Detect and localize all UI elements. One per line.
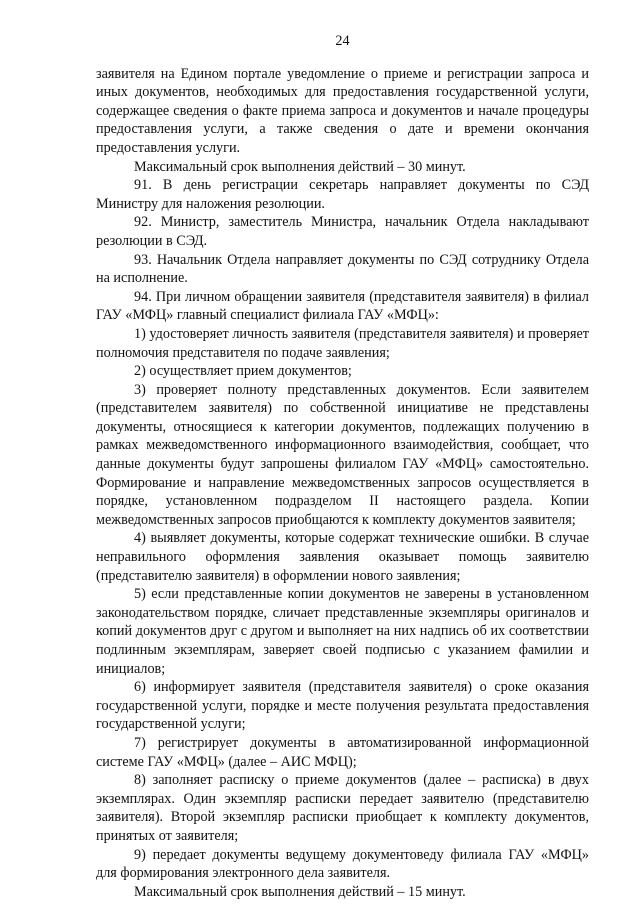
paragraph: 2) осуществляет прием документов; [134, 363, 352, 380]
paragraph: 9) передает документы ведущему документоведу филиала ГАУ «МФЦ» для формирования электронного дела заявителя. [96, 846, 589, 882]
paragraph: 6) информирует заявителя (представителя заявителя) о сроке оказания государственной услуги, порядке и месте получения результата предоставления государственной услуги; [96, 679, 589, 733]
paragraph: 7) регистрирует документы в автоматизированной информационной системе ГАУ «МФЦ» (далее – АИС МФЦ); [96, 734, 589, 770]
document-page [96, 32, 589, 901]
page-number: 24 [335, 33, 350, 49]
paragraph: 1) удостоверяет личность заявителя (представителя заявителя) и проверяет полномочия представителя по подаче заявления; [96, 325, 589, 361]
paragraph: 4) выявляет документы, которые содержат технические ошибки. В случае неправильного оформления заявления оказывает помощь заявителю (представителю заявителя) в оформлении нового заявления; [96, 530, 589, 584]
paragraph: 3) проверяет полноту представленных документов. Если заявителем (представителем заявителя) по собственной инициативе не представлены документы, относящиеся к категории документов, подлежащих получению в рамках межведомственного информационного взаимодействия, сообщает, что данные документы будут запрошены филиалом ГАУ «МФЦ» самостоятельно. Формирование и направление межведомственных запросов осуществляется в порядке, установленном подразделом II настоящего раздела. Копии межведомственных запросов приобщаются к комплекту документов заявителя; [96, 381, 589, 528]
paragraph: 93. Начальник Отдела направляет документы по СЭД сотруднику Отдела на исполнение. [96, 251, 589, 287]
paragraph: Максимальный срок выполнения действий – 15 минут. [134, 883, 466, 900]
paragraph: Максимальный срок выполнения действий – 30 минут. [134, 158, 466, 175]
paragraph: 5) если представленные копии документов не заверены в установленном законодательством порядке, сличает представленные экземпляры оригиналов и копий документов друг с другом и выполняет на них надпись об их соответствии подлинным экземплярам, заверяет своей подписью с указанием фамилии и инициалов; [96, 586, 589, 677]
paragraph: 8) заполняет расписку о приеме документов (далее – расписка) в двух экземплярах. Один экземпляр расписки передает заявителю (представителю заявителя). Второй экземпляр расписки приобщает к комплекту документов, принятых от заявителя; [96, 772, 589, 844]
paragraph: заявителя на Едином портале уведомление о приеме и регистрации запроса и иных документов, необходимых для предоставления государственной услуги, содержащее сведения о факте приема запроса и документов и начале процедуры предоставления услуги, а также сведения о дате и времени окончания предоставления услуги. [96, 65, 589, 156]
paragraph: 94. При личном обращении заявителя (представителя заявителя) в филиал ГАУ «МФЦ» главный специалист филиала ГАУ «МФЦ»: [96, 288, 589, 324]
paragraph: 92. Министр, заместитель Министра, начальник Отдела накладывают резолюции в СЭД. [96, 214, 589, 249]
document-body [96, 65, 589, 902]
paragraph: 91. В день регистрации секретарь направляет документы по СЭД Министру для наложения резолюции. [96, 177, 589, 212]
